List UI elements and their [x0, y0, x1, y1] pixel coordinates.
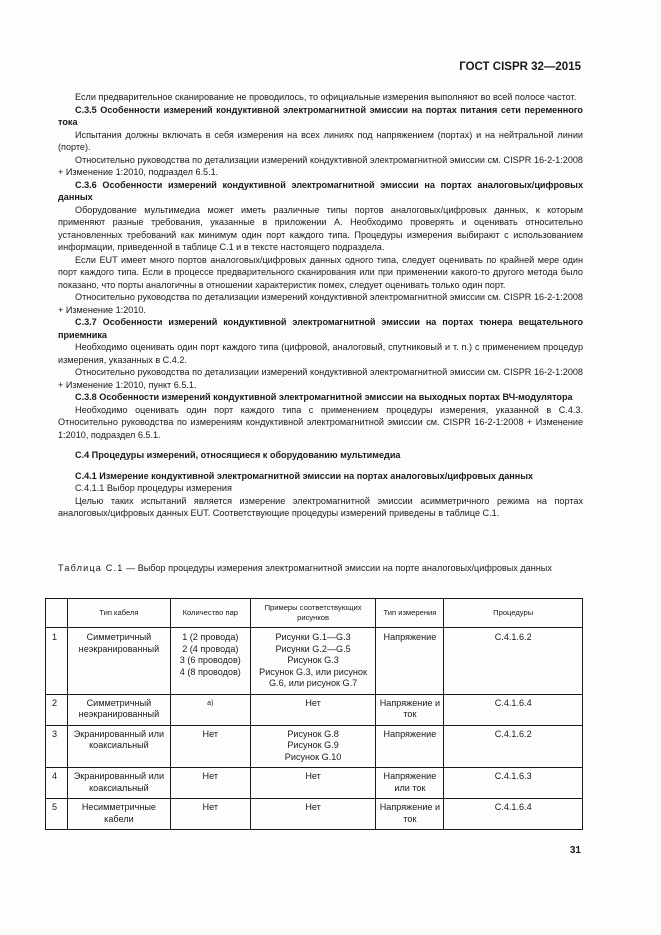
table-cell-num: 5 — [46, 799, 68, 830]
paragraph: Целью таких испытаний является измерение электромагнитной эмиссии асимметричного режима на портах аналоговых/цифровых данных EUT. Соответствующие процедуры измерений приведены в таблице С.1. — [58, 495, 583, 518]
table-cell-measure: Напряжение — [376, 725, 444, 768]
document-standard-header: ГОСТ CISPR 32—2015 — [459, 61, 581, 73]
table-cell-measure: Напряжение — [376, 628, 444, 695]
paragraph: Оборудование мультимедиа может иметь различные типы портов аналоговых/цифровых данных, к которым применяют разные требования, указанные в приложении А. Необходимо проверять и оценивать относительно установленных требований как минимум один порт каждого типа. Процедуры измерения выбирают с использованием информации, приведенной в таблице С.1 и в тексте настоящего подраздела. — [58, 204, 583, 252]
table-header-cell: Тип измерения — [376, 599, 444, 628]
table-row — [46, 694, 583, 725]
table-cell-num: 1 — [46, 628, 68, 695]
paragraph: Необходимо оценивать один порт каждого типа (цифровой, аналоговый, спутниковый и т. п.) с применением процедур измерения, указанных в С.4.2. — [58, 342, 583, 365]
table-cell-procedure: С.4.1.6.4 — [444, 694, 583, 725]
table-header-cell — [46, 599, 68, 628]
table-row — [46, 628, 583, 695]
procedure-selection-table — [45, 598, 583, 830]
section-heading: С.4 Процедуры измерений, относящиеся к оборудованию мультимедиа — [75, 450, 401, 460]
section-heading: С.3.5 Особенности измерений кондуктивной электромагнитной эмиссии на портах питания сети переменного тока — [58, 104, 583, 127]
table-cell-procedure: С.4.1.6.2 — [444, 628, 583, 695]
table-cell-pairs: Нет — [170, 799, 250, 830]
table-cell-num: 3 — [46, 725, 68, 768]
table-cell-procedure: С.4.1.6.3 — [444, 768, 583, 799]
section-heading: С.4.1 Измерение кондуктивной электромагнитной эмиссии на портах аналоговых/цифровых данных — [75, 470, 534, 481]
table-row — [46, 725, 583, 768]
table-header-cell: Процедуры — [444, 599, 583, 628]
table-cell-measure: Напряжение и ток — [376, 799, 444, 830]
table-cell-procedure: С.4.1.6.4 — [444, 799, 583, 830]
paragraph: Относительно руководства по детализации измерений кондуктивной электромагнитной эмиссии см. CISPR 16-2-1:2008 + Изменение 1:2010. — [58, 292, 583, 315]
table-cell-pairs: 1 (2 провода) 2 (4 провода) 3 (6 проводов) 4 (8 проводов) — [170, 628, 250, 695]
table-cell-pairs: Нет — [170, 768, 250, 799]
table-cell-num: 4 — [46, 768, 68, 799]
table-cell-cable: Симметричный неэкранированный — [67, 694, 170, 725]
paragraph: Относительно руководства по детализации измерений кондуктивной электромагнитной эмиссии см. CISPR 16-2-1:2008 + Изменение 1:2010, пункт 6.5.1. — [58, 367, 583, 390]
table-cell-figures: Рисунки G.1—G.3 Рисунки G.2—G.5 Рисунок G.3 Рисунок G.3, или рисунок G.6, или рисунок G.7 — [250, 628, 376, 695]
table-caption — [58, 562, 583, 575]
table-cell-figures: Нет — [250, 768, 376, 799]
table-cell-cable: Экранированный или коаксиальный — [67, 768, 170, 799]
table-header-cell: Примеры соответствующих рисунков — [250, 599, 376, 628]
table-cell-figures: Нет — [250, 799, 376, 830]
section-heading: С.3.7 Особенности измерений кондуктивной электромагнитной эмиссии на портах тюнера вещательного приемника — [58, 317, 583, 340]
table-cell-measure: Напряжение и ток — [376, 694, 444, 725]
paragraph: Если EUT имеет много портов аналоговых/цифровых данных одного типа, следует оценивать по крайней мере один порт каждого типа. Если в процессе предварительного сканирования или при применении какого-то другого метода было показано, что порты аналогичны в отношении характеристик помех, следует оценивать только один порт. — [58, 254, 583, 290]
paragraph: Если предварительное сканирование не проводилось, то официальные измерения выполняют во всей полосе частот. — [75, 92, 577, 102]
table-row — [46, 799, 583, 830]
table-cell-num: 2 — [46, 694, 68, 725]
table-row — [46, 768, 583, 799]
table-caption-text: — Выбор процедуры измерения электромагнитной эмиссии на порте аналоговых/цифровых данных — [123, 563, 552, 573]
table-cell-measure: Напряжение или ток — [376, 768, 444, 799]
page-number: 31 — [569, 845, 581, 856]
table-cell-cable: Экранированный или коаксиальный — [67, 725, 170, 768]
table-cell-cable: Несимметричные кабели — [67, 799, 170, 830]
table-cell-figures: Нет — [250, 694, 376, 725]
table-cell-pairs: а) — [170, 694, 250, 725]
table-header-row — [46, 599, 583, 628]
section-heading: С.3.8 Особенности измерений кондуктивной электромагнитной эмиссии на выходных портах ВЧ-модулятора — [75, 392, 573, 402]
paragraph: Относительно руководства по детализации измерений кондуктивной электромагнитной эмиссии см. CISPR 16-2-1:2008 + Изменение 1:2010, подраздел 6.5.1. — [58, 154, 583, 177]
table-cell-pairs: Нет — [170, 725, 250, 768]
table-cell-figures: Рисунок G.8 Рисунок G.9 Рисунок G.10 — [250, 725, 376, 768]
table-header-cell: Тип кабеля — [67, 599, 170, 628]
table-cell-procedure: С.4.1.6.2 — [444, 725, 583, 768]
paragraph: Необходимо оценивать один порт каждого типа с применением процедуры измерения, указанной в С.4.3. Относительно руководства по измерениям кондуктивной электромагнитной эмиссии см. CISPR 16-2-1:2008 + Изменение 1:2010, подраздел 6.5.1. — [58, 404, 583, 440]
section-heading: С.3.6 Особенности измерений кондуктивной электромагнитной эмиссии на портах аналоговых/цифровых данных — [58, 179, 583, 202]
paragraph: С.4.1.1 Выбор процедуры измерения — [75, 483, 232, 493]
table-header-cell: Количество пар — [170, 599, 250, 628]
body-text — [58, 91, 583, 520]
table-caption-label: Таблица С.1 — [58, 563, 124, 573]
table-cell-cable: Симметричный неэкранированный — [67, 628, 170, 695]
paragraph: Испытания должны включать в себя измерения на всех линиях под напряжением (портах) и на нейтральной линии (порте). — [58, 129, 583, 152]
